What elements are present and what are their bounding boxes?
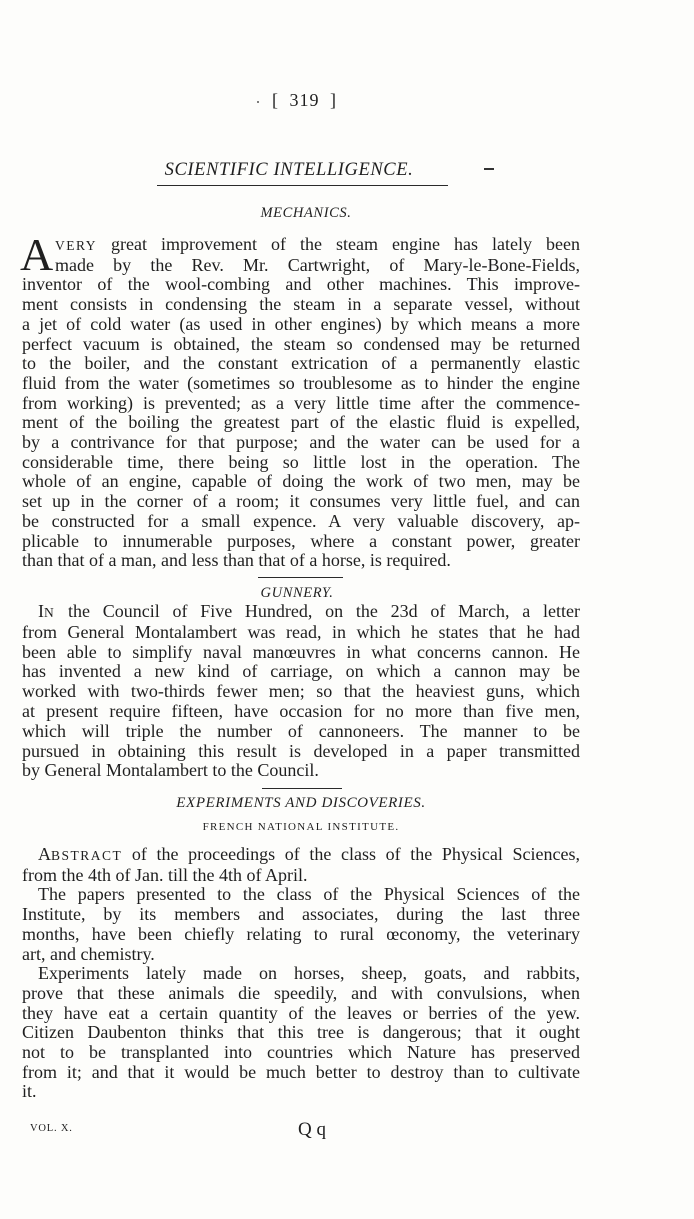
scan-dash-mark: [484, 168, 494, 170]
text-line: than that of a man, and less than that of a horse, is required.: [22, 550, 451, 571]
text-line: considerable time, there being so little lost in the operation. The: [22, 451, 580, 472]
text-line: they have eat a certain quantity of the leaves or berries of the yew.: [22, 1002, 580, 1023]
signature-mark: Q q: [298, 1119, 326, 1140]
text-line: which will triple the number of cannoneers. The manner to be: [22, 720, 580, 741]
text-line: ment of the boiling the greatest part of the elastic fluid is expelled,: [22, 412, 580, 433]
drop-cap: A: [20, 229, 54, 280]
line-text: of the proceedings of the class of the Physical Sciences,: [131, 844, 580, 864]
text-line: perfect vacuum is obtained, the steam so condensed may be returned: [22, 333, 580, 354]
text-line: [22, 845, 580, 866]
text-line: from it; and that it would be much better to destroy than to cultivate: [22, 1061, 580, 1082]
section-rule: [258, 577, 343, 578]
section-rule: [262, 788, 342, 789]
small-caps-lead: BSTRACT: [51, 848, 123, 863]
institute-subheading: FRENCH NATIONAL INSTITUTE.: [202, 821, 400, 833]
text-line: pursued in obtaining this result is developed in a paper transmitted: [22, 740, 580, 761]
line-text: the Council of Five Hundred, on the 23d of March, a letter: [68, 601, 580, 621]
text-line: to the boiler, and the constant extrication of a permanently elastic: [22, 353, 580, 374]
scan-dot-mark: [257, 101, 259, 103]
gunnery-heading: GUNNERY.: [260, 585, 334, 601]
text-line: prove that these animals die speedily, and with convulsions, when: [22, 982, 580, 1003]
mechanics-heading: MECHANICS.: [260, 205, 352, 221]
experiments-section: [22, 845, 580, 1102]
text-line: a jet of cold water (as used in other engines) by which means a more: [22, 313, 580, 334]
mechanics-paragraph: [20, 229, 580, 571]
text-line: art, and chemistry.: [22, 943, 155, 964]
text-line: made by the Rev. Mr. Cartwright, of Mary-le-Bone-Fields,: [55, 254, 580, 275]
text-line: [22, 235, 580, 256]
abstract-paragraph: [22, 845, 580, 885]
volume-label: VOL. X.: [30, 1123, 73, 1134]
text-line: Institute, by its members and associates, during the last three: [22, 904, 580, 925]
text-line: from working) is prevented; as a very little time after the commence-: [22, 392, 580, 413]
lead-cap: I: [38, 601, 44, 621]
text-line: be constructed for a small expence. A very valuable discovery, ap-: [22, 510, 580, 531]
text-line: has invented a new kind of carriage, on which a cannon may be: [22, 661, 580, 682]
text-line: months, have been chiefly relating to rural œconomy, the veterinary: [22, 923, 580, 944]
text-line: at present require fifteen, have occasion for no more than five men,: [22, 700, 580, 721]
text-line: inventor of the wool-combing and other machines. This improve-: [22, 274, 580, 295]
text-line: The papers presented to the class of the Physical Sciences of the: [38, 884, 580, 905]
text-line: Experiments lately made on horses, sheep, goats, and rabbits,: [38, 963, 580, 984]
small-caps-lead: VERY: [55, 238, 98, 253]
text-line: not to be transplanted into countries which Nature has preserved: [22, 1042, 580, 1063]
text-line: by General Montalambert to the Council.: [22, 760, 319, 781]
experiments-heading: EXPERIMENTS AND DISCOVERIES.: [176, 795, 426, 811]
title-rule: [157, 185, 448, 186]
lead-cap: A: [38, 844, 51, 864]
text-line: it.: [22, 1081, 37, 1102]
text-line: worked with two-thirds fewer men; so that the heaviest guns, which: [22, 681, 580, 702]
text-line: by a contrivance for that purpose; and the water can be used for a: [22, 432, 580, 453]
text-line: from the 4th of Jan. till the 4th of April.: [22, 864, 308, 885]
section-title: SCIENTIFIC INTELLIGENCE.: [164, 160, 414, 180]
gunnery-paragraph: [22, 602, 580, 781]
text-line: fluid from the water (sometimes so troublesome as to hinder the engine: [22, 372, 580, 393]
text-line: plicable to innumerable purposes, where a constant power, greater: [22, 530, 580, 551]
yew-paragraph: [22, 964, 580, 1102]
text-line: Citizen Daubenton thinks that this tree is dangerous; that it ought: [22, 1022, 580, 1043]
line-text: great improvement of the steam engine has lately been: [111, 234, 580, 254]
text-line: from General Montalambert was read, in which he states that he had: [22, 621, 580, 642]
page-number: [ 319 ]: [272, 90, 337, 110]
text-line: whole of an engine, capable of doing the work of two men, may be: [22, 471, 580, 492]
text-line: ment consists in condensing the steam in a separate vessel, without: [22, 294, 580, 315]
text-line: set up in the corner of a room; it consumes very little fuel, and can: [22, 491, 580, 512]
papers-paragraph: [22, 885, 580, 964]
small-caps-lead: N: [44, 605, 56, 620]
text-line: been able to simplify naval manœuvres in what concerns cannon. He: [22, 641, 580, 662]
text-line: [22, 602, 580, 623]
